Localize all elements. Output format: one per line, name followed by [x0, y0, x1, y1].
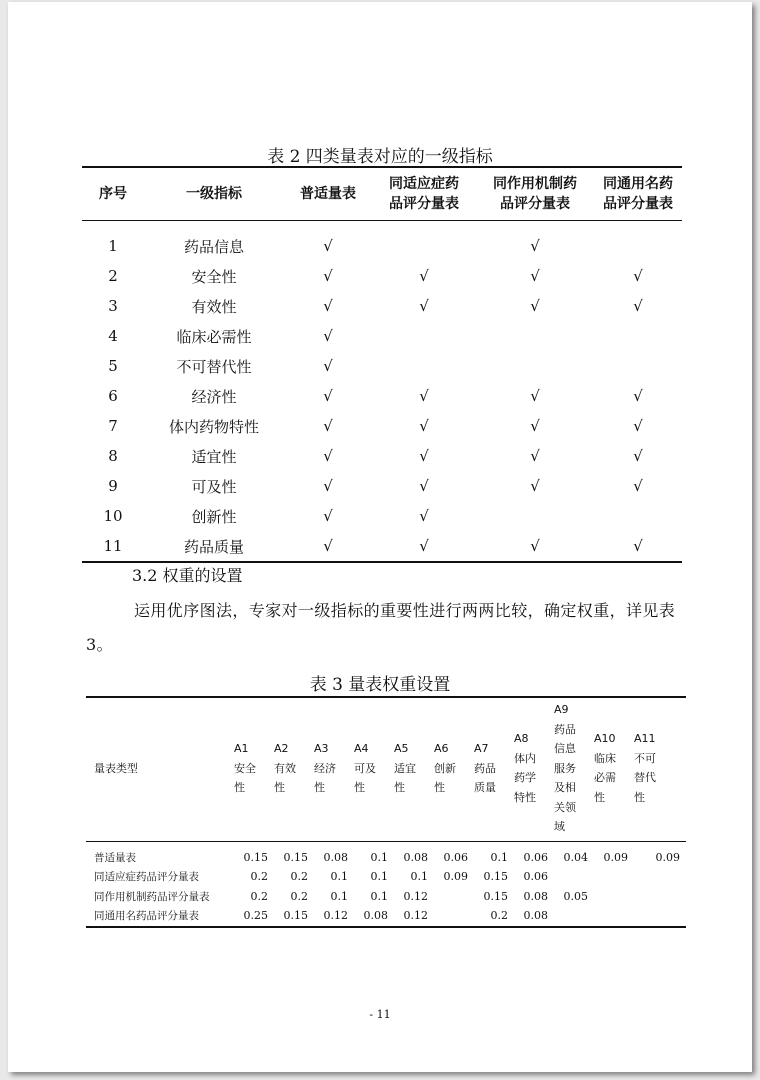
scale-type-name: 同作用机制药品评分量表 — [94, 890, 210, 903]
check-mark: √ — [633, 477, 643, 495]
check-mark: √ — [323, 447, 333, 465]
indicator-name: 经济性 — [191, 387, 237, 406]
header-generic-scale: 同通用名药 品评分量表 — [603, 176, 673, 212]
indicator-name: 不可替代性 — [176, 357, 252, 376]
section-heading: 3.2 权重的设置 — [132, 566, 243, 585]
row-index: 9 — [108, 477, 118, 495]
check-mark: √ — [530, 237, 540, 255]
table-row — [82, 261, 682, 291]
check-mark — [594, 321, 682, 351]
check-mark: √ — [530, 447, 540, 465]
table2-caption: 表 2 四类量表对应的一级指标 — [267, 147, 493, 167]
table-row — [86, 867, 686, 887]
check-mark: √ — [530, 267, 540, 285]
weight-value — [434, 906, 474, 927]
check-mark: √ — [419, 537, 429, 555]
scale-type-name: 同适应症药品评分量表 — [94, 871, 199, 884]
indicator-name: 有效性 — [191, 297, 237, 316]
document-page — [8, 2, 752, 1072]
header-a9: A9 药品 信息 服务 及相 关领 域 — [554, 703, 576, 833]
check-mark — [372, 351, 476, 381]
indicator-name: 体内药物特性 — [168, 417, 259, 436]
check-mark: √ — [323, 327, 333, 345]
header-universal-scale: 普适量表 — [300, 186, 356, 202]
header-indicator: 一级指标 — [186, 186, 242, 202]
weight-value: 0.09 — [603, 850, 628, 864]
table-row — [86, 906, 686, 927]
check-mark — [476, 501, 594, 531]
weight-value: 0.25 — [243, 909, 268, 923]
weight-value: 0.15 — [483, 870, 508, 884]
indicator-name: 可及性 — [191, 477, 237, 496]
row-index: 8 — [108, 447, 118, 465]
header-a8: A8 体内 药学 特性 — [514, 732, 536, 804]
weight-value: 0.1 — [410, 870, 428, 884]
table-row — [82, 471, 682, 501]
weight-value — [634, 867, 686, 887]
header-mechanism-scale: 同作用机制药 品评分量表 — [493, 176, 577, 212]
weight-value: 0.08 — [363, 909, 388, 923]
header-a11: A11 不可 替代 性 — [634, 732, 656, 804]
check-mark: √ — [323, 477, 333, 495]
check-mark: √ — [633, 387, 643, 405]
weight-value — [634, 906, 686, 927]
check-mark: √ — [323, 537, 333, 555]
weight-value: 0.1 — [370, 870, 388, 884]
weight-value: 0.04 — [563, 850, 588, 864]
weight-value: 0.08 — [523, 889, 548, 903]
header-indication-scale: 同适应症药 品评分量表 — [389, 176, 459, 212]
weight-value — [554, 906, 594, 927]
header-index: 序号 — [99, 186, 127, 202]
weight-value — [594, 867, 634, 887]
check-mark: √ — [419, 387, 429, 405]
header-a1: A1 安全 性 — [234, 742, 256, 794]
check-mark — [594, 351, 682, 381]
weight-value: 0.08 — [523, 909, 548, 923]
row-index: 1 — [108, 237, 118, 255]
check-mark: √ — [633, 417, 643, 435]
weight-value: 0.1 — [330, 870, 348, 884]
weight-value: 0.08 — [403, 850, 428, 864]
row-index: 7 — [108, 417, 118, 435]
header-a10: A10 临床 必需 性 — [594, 732, 616, 804]
row-index: 2 — [108, 267, 118, 285]
page-number: - 11 — [369, 1008, 391, 1021]
scale-type-name: 同通用名药品评分量表 — [94, 910, 199, 923]
check-mark: √ — [419, 297, 429, 315]
table-row — [82, 501, 682, 531]
header-a2: A2 有效 性 — [274, 742, 296, 794]
table3-caption: 表 3 量表权重设置 — [309, 675, 451, 695]
indicator-name: 药品质量 — [183, 537, 244, 556]
check-mark: √ — [419, 477, 429, 495]
weight-value: 0.08 — [323, 850, 348, 864]
scale-type-name: 普适量表 — [94, 851, 136, 864]
table-row — [82, 291, 682, 321]
check-mark — [372, 221, 476, 262]
row-index: 4 — [108, 327, 118, 345]
table2-header-row — [82, 167, 682, 221]
weight-value: 0.06 — [523, 870, 548, 884]
check-mark: √ — [633, 447, 643, 465]
header-a4: A4 可及 性 — [354, 742, 376, 794]
check-mark — [594, 221, 682, 262]
check-mark: √ — [323, 237, 333, 255]
row-index: 11 — [103, 537, 123, 555]
indicator-name: 药品信息 — [183, 237, 244, 256]
check-mark: √ — [323, 417, 333, 435]
header-a6: A6 创新 性 — [434, 742, 456, 794]
check-mark: √ — [323, 297, 333, 315]
check-mark: √ — [419, 267, 429, 285]
weight-table — [86, 696, 686, 928]
check-mark: √ — [323, 267, 333, 285]
weight-value: 0.1 — [330, 889, 348, 903]
weight-value: 0.06 — [523, 850, 548, 864]
check-mark: √ — [323, 357, 333, 375]
weight-value: 0.2 — [290, 889, 308, 903]
table-row — [82, 321, 682, 351]
check-mark: √ — [419, 417, 429, 435]
header-a5: A5 适宜 性 — [394, 742, 416, 794]
section-paragraph: 运用优序图法，专家对一级指标的重要性进行两两比较，确定权重，详见表 3。 — [86, 601, 676, 654]
weight-value: 0.15 — [283, 850, 308, 864]
check-mark: √ — [633, 537, 643, 555]
table-row — [82, 381, 682, 411]
check-mark: √ — [633, 267, 643, 285]
row-index: 6 — [108, 387, 118, 405]
table-row — [82, 441, 682, 471]
check-mark: √ — [323, 387, 333, 405]
weight-value: 0.2 — [290, 870, 308, 884]
weight-value: 0.09 — [443, 870, 468, 884]
weight-value: 0.05 — [563, 889, 588, 903]
check-mark — [476, 351, 594, 381]
indicator-table — [82, 166, 682, 563]
weight-value: 0.1 — [370, 850, 388, 864]
table-row — [86, 887, 686, 907]
row-index: 10 — [103, 507, 123, 525]
table3-header-row — [86, 697, 686, 841]
weight-value: 0.12 — [403, 909, 428, 923]
weight-value: 0.12 — [323, 909, 348, 923]
weight-value — [434, 887, 474, 907]
check-mark: √ — [419, 447, 429, 465]
check-mark: √ — [530, 537, 540, 555]
check-mark: √ — [530, 417, 540, 435]
indicator-name: 临床必需性 — [176, 327, 252, 346]
weight-value: 0.2 — [490, 909, 508, 923]
check-mark — [594, 501, 682, 531]
header-a3: A3 经济 性 — [314, 742, 336, 794]
weight-value: 0.2 — [250, 870, 268, 884]
weight-value: 0.2 — [250, 889, 268, 903]
indicator-name: 安全性 — [191, 267, 237, 286]
weight-value: 0.15 — [283, 909, 308, 923]
check-mark: √ — [323, 507, 333, 525]
check-mark: √ — [633, 297, 643, 315]
weight-value: 0.06 — [443, 850, 468, 864]
header-scale-type: 量表类型 — [94, 761, 138, 775]
weight-value: 0.15 — [243, 850, 268, 864]
check-mark: √ — [530, 297, 540, 315]
table-row — [82, 531, 682, 562]
check-mark: √ — [419, 507, 429, 525]
weight-value: 0.15 — [483, 889, 508, 903]
weight-value — [594, 906, 634, 927]
table-row — [82, 411, 682, 441]
row-index: 5 — [108, 357, 118, 375]
weight-value: 0.12 — [403, 889, 428, 903]
weight-value: 0.1 — [370, 889, 388, 903]
weight-value: 0.1 — [490, 850, 508, 864]
table-row — [82, 351, 682, 381]
check-mark: √ — [530, 477, 540, 495]
weight-value: 0.09 — [655, 850, 680, 864]
indicator-name: 适宜性 — [191, 447, 237, 466]
header-a7: A7 药品 质量 — [474, 742, 496, 794]
check-mark — [372, 321, 476, 351]
weight-value — [594, 887, 634, 907]
row-index: 3 — [108, 297, 118, 315]
check-mark: √ — [530, 387, 540, 405]
check-mark — [476, 321, 594, 351]
table-row — [82, 221, 682, 262]
weight-value — [634, 887, 686, 907]
weight-value — [554, 867, 594, 887]
indicator-name: 创新性 — [191, 507, 237, 526]
table-row — [86, 841, 686, 867]
